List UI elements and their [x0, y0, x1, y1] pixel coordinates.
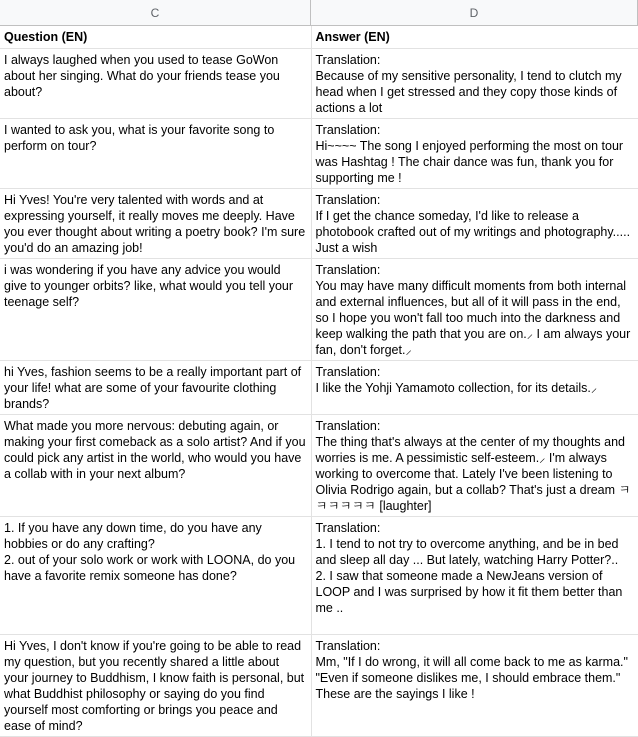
- cell-answer[interactable]: Translation: Because of my sensitive personality, I tend to clutch my head when I get stressed and they copy those kinds of actions a lot: [311, 48, 638, 118]
- table-row: [0, 48, 638, 118]
- cell-answer[interactable]: Translation: 1. I tend to not try to overcome anything, and be in bed and sleep all day ... But lately, watching Harry Potter?.. 2. I saw that someone made a NewJeans version of LOOP and I was surprised by how it fit them better than me ..: [311, 516, 638, 634]
- cell-answer[interactable]: Translation: Mm, "If I do wrong, it will all come back to me as karma." "Even if someone dislikes me, I should embrace them." These are the sayings I like !: [311, 634, 638, 736]
- cell-question[interactable]: I always laughed when you used to tease GoWon about her singing. What do your friends tease you about?: [0, 48, 311, 118]
- table-row: [0, 414, 638, 516]
- cell-question[interactable]: I wanted to ask you, what is your favorite song to perform on tour?: [0, 118, 311, 188]
- cell-question-header[interactable]: Question (EN): [0, 26, 311, 48]
- cell-answer[interactable]: Translation: I like the Yohji Yamamoto collection, for its details.⸝: [311, 360, 638, 414]
- cell-answer[interactable]: Translation: If I get the chance someday, I'd like to release a photobook crafted out of my writings and photography..... Just a wish: [311, 188, 638, 258]
- data-table: [0, 26, 638, 737]
- cell-question[interactable]: i was wondering if you have any advice you would give to younger orbits? like, what would you tell your teenage self?: [0, 258, 311, 360]
- table-row: [0, 188, 638, 258]
- table-row: [0, 360, 638, 414]
- header-row: [0, 26, 638, 48]
- cell-question[interactable]: 1. If you have any down time, do you have any hobbies or do any crafting? 2. out of your solo work or work with LOONA, do you have a favorite remix someone has done?: [0, 516, 311, 634]
- cell-answer[interactable]: Translation: Hi~~~~ The song I enjoyed performing the most on tour was Hashtag ! The chair dance was fun, thank you for supporting me !: [311, 118, 638, 188]
- column-header-d[interactable]: D: [311, 0, 638, 26]
- table-row: [0, 634, 638, 736]
- cell-question[interactable]: Hi Yves, I don't know if you're going to be able to read my question, but you recently shared a little about your journey to Buddhism, I know faith is personal, but what Buddhist philosophy or saying do you find yourself most comforting or brings you peace and ease of mind?: [0, 634, 311, 736]
- cell-question[interactable]: Hi Yves! You're very talented with words and at expressing yourself, it really moves me deeply. Have you ever thought about writing a poetry book? I'm sure you'd do an amazing job!: [0, 188, 311, 258]
- cell-question[interactable]: What made you more nervous: debuting again, or making your first comeback as a solo artist? And if you could pick any artist in the world, who would you have a collab with in your next album?: [0, 414, 311, 516]
- column-header-c[interactable]: C: [0, 0, 311, 26]
- cell-question[interactable]: hi Yves, fashion seems to be a really important part of your life! what are some of your favourite clothing brands?: [0, 360, 311, 414]
- table-row: [0, 258, 638, 360]
- table-row: [0, 118, 638, 188]
- table-row: [0, 516, 638, 634]
- cell-answer[interactable]: Translation: The thing that's always at the center of my thoughts and worries is me. A pessimistic self-esteem.⸝ I'm always working to overcome that. Lately I've been listening to Olivia Rodrigo again, but a collab? That's just a dream ㅋㅋㅋㅋㅋㅋ [laughter]: [311, 414, 638, 516]
- cell-answer-header[interactable]: Answer (EN): [311, 26, 638, 48]
- cell-answer[interactable]: Translation: You may have many difficult moments from both internal and external influences, but all of it will pass in the end, so I hope you won't fall too much into the darkness and keep walking the path that you are on.⸝ I am always your fan, don't forget.⸝: [311, 258, 638, 360]
